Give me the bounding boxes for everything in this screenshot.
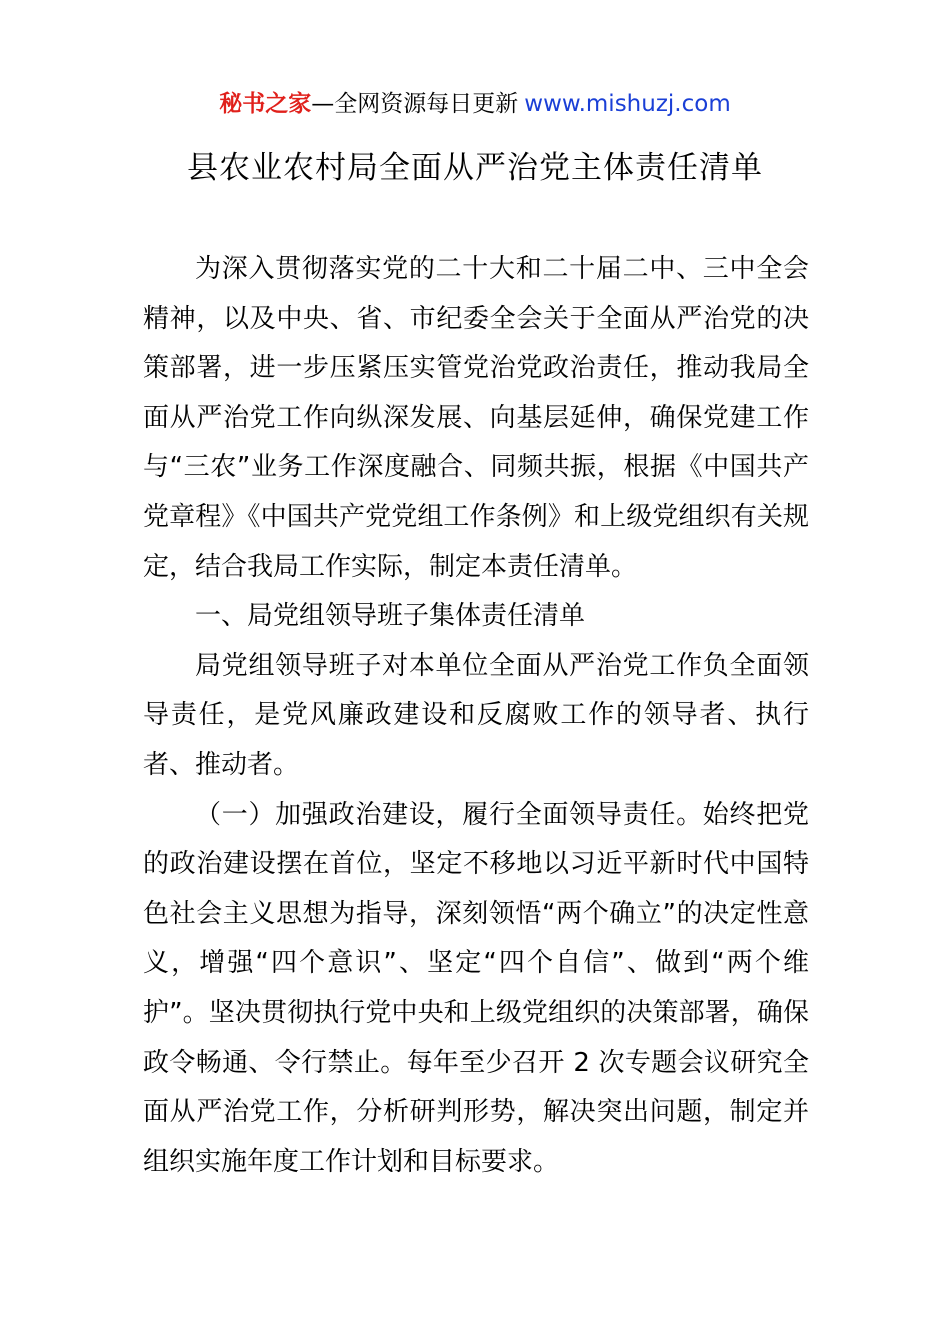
- site-tagline: —全网资源每日更新: [311, 91, 519, 117]
- section-heading: 一、局党组领导班子集体责任清单: [195, 601, 586, 632]
- document-body: [143, 245, 809, 1187]
- section-paragraph: 局党组领导班子对本单位全面从严治党工作负全面领导责任，是党风廉政建设和反腐败工作的领导者、执行者、推动者。: [143, 650, 809, 780]
- site-brand: 秘书之家: [219, 91, 312, 117]
- intro-paragraph: 为深入贯彻落实党的二十大和二十届二中、三中全会精神，以及中央、省、市纪委全会关于全面从严治党的决策部署，进一步压紧压实管党治党政治责任，推动我局全面从严治党工作向纵深发展、向基层延伸，确保党建工作与“三农”业务工作深度融合、同频共振，根据《中国共产党章程》《中国共产党党组工作条例》和上级党组织有关规定，结合我局工作实际，制定本责任清单。: [143, 254, 809, 582]
- site-url-link[interactable]: www.mishuzj.com: [524, 91, 731, 117]
- item-paragraph: （一）加强政治建设，履行全面领导责任。始终把党的政治建设摆在首位，坚定不移地以习近平新时代中国特色社会主义思想为指导，深刻领悟“两个确立”的决定性意义，增强“四个意识”、坚定“四个自信”、做到“两个维护”。坚决贯彻执行党中央和上级党组织的决策部署，确保政令畅通、令行禁止。每年至少召开 2 次专题会议研究全面从严治党工作，分析研判形势，解决突出问题，制定并组织实施年度工作计划和目标要求。: [143, 799, 809, 1177]
- document-title: 县农业农村局全面从严治党主体责任清单: [187, 150, 763, 186]
- site-header: [0, 88, 950, 120]
